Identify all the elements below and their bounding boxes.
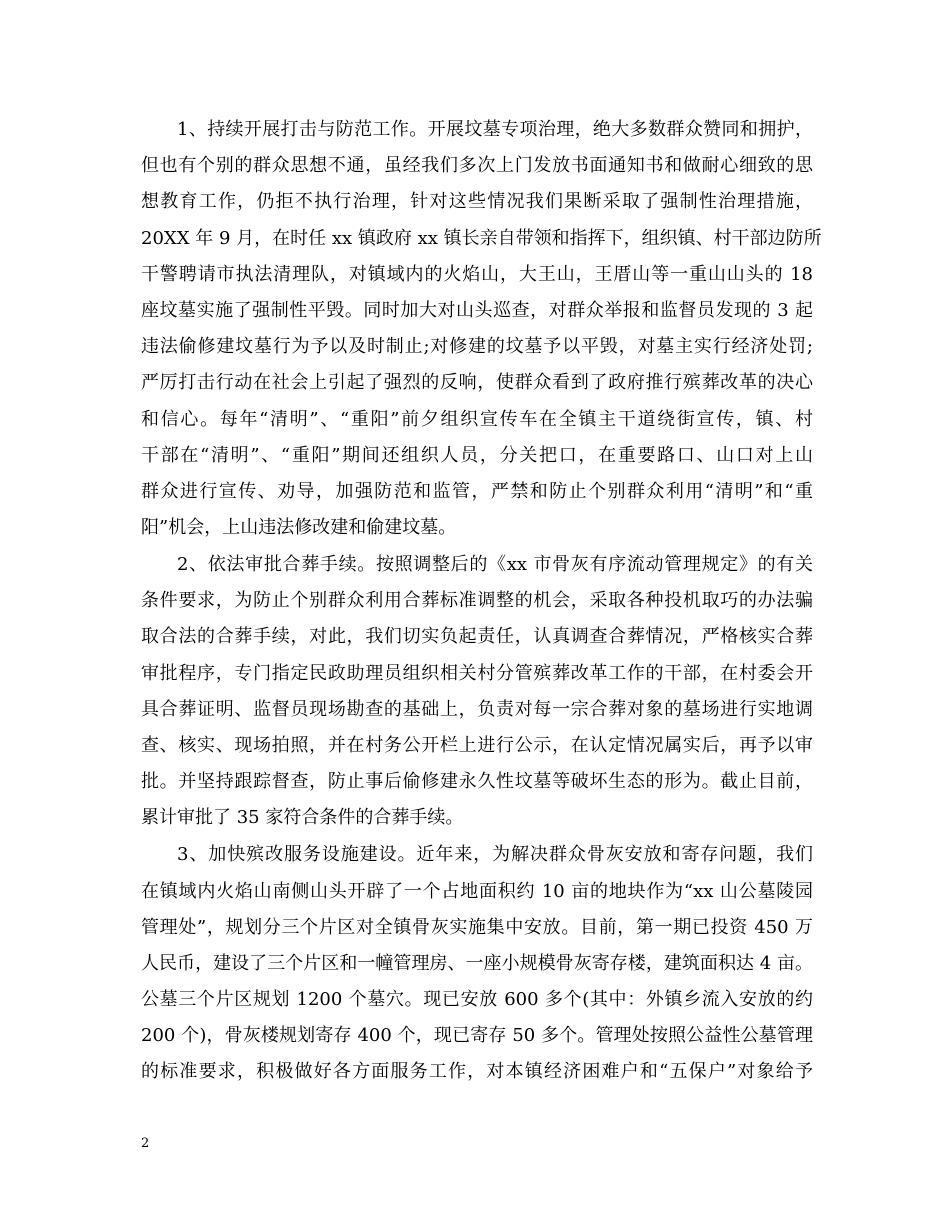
paragraph-3: [141, 837, 813, 1090]
text-line: 管理处”，规划分三个片区对全镇骨灰实施集中安放。目前，第一期已投资 450 万: [141, 916, 813, 938]
body-text: [141, 112, 822, 1091]
text-line: 具合葬证明、监督员现场勘查的基础上，负责对每一宗合葬对象的墓场进行实地调: [141, 698, 813, 720]
text-line: 想教育工作，仍拒不执行治理，针对这些情况我们果断采取了强制性治理措施，: [141, 191, 813, 213]
text-line: 座坟墓实施了强制性平毁。同时加大对山头巡查，对群众举报和监督员发现的 3 起: [141, 299, 813, 321]
paragraph-2: [141, 547, 813, 837]
paragraph-1: [141, 112, 822, 546]
text-line: 200 个)，骨灰楼规划寄存 400 个，现已寄存 50 多个。管理处按照公益性公墓管理: [141, 1025, 813, 1047]
text-line: 的标准要求，积极做好各方面服务工作，对本镇经济困难户和“五保户”对象给予: [141, 1061, 813, 1083]
text-line: 严厉打击行动在社会上引起了强烈的反响，使群众看到了政府推行殡葬改革的决心: [141, 372, 813, 394]
page-number: 2: [141, 1136, 150, 1151]
text-line: 取合法的合葬手续，对此，我们切实负起责任，认真调查合葬情况，严格核实合葬: [141, 626, 813, 648]
text-line: 和信心。每年“清明”、“重阳”前夕组织宣传车在全镇主干道绕街宣传，镇、村: [141, 408, 813, 430]
text-line: 阳”机会，上山违法修改建和偷建坟墓。: [141, 517, 457, 539]
text-line: 但也有个别的群众思想不通，虽经我们多次上门发放书面通知书和做耐心细致的思: [141, 155, 813, 177]
text-line: 公墓三个片区规划 1200 个墓穴。现已安放 600 多个(其中：外镇乡流入安放的约: [141, 989, 813, 1011]
text-line: 2、依法审批合葬手续。按照调整后的《xx 市骨灰有序流动管理规定》的有关: [177, 554, 813, 576]
text-line: 20XX 年 9 月，在时任 xx 镇政府 xx 镇长亲自带领和指挥下，组织镇、村干部边防所: [141, 227, 822, 249]
text-line: 审批程序，专门指定民政助理员组织相关村分管殡葬改革工作的干部，在村委会开: [141, 662, 813, 684]
text-line: 群众进行宣传、劝导，加强防范和监管，严禁和防止个别群众利用“清明”和“重: [141, 480, 813, 502]
text-line: 条件要求，为防止个别群众利用合葬标准调整的机会，采取各种投机取巧的办法骗: [141, 590, 813, 612]
text-line: 干部在“清明”、“重阳”期间还组织人员，分关把口，在重要路口、山口对上山: [141, 444, 813, 466]
text-line: 违法偷修建坟墓行为予以及时制止;对修建的坟墓予以平毁，对墓主实行经济处罚;: [141, 336, 813, 358]
text-line: 累计审批了 35 家符合条件的合葬手续。: [141, 807, 464, 829]
text-line: 查、核实、现场拍照，并在村务公开栏上进行公示，在认定情况属实后，再予以审: [141, 734, 813, 756]
text-line: 在镇域内火焰山南侧山头开辟了一个占地面积约 10 亩的地块作为“xx 山公墓陵园: [141, 880, 813, 902]
text-line: 人民币，建设了三个片区和一幢管理房、一座小规模骨灰寄存楼，建筑面积达 4 亩。: [141, 952, 813, 974]
text-line: 干警聘请市执法清理队，对镇域内的火焰山，大王山，王厝山等一重山山头的 18: [141, 263, 813, 285]
text-line: 批。并坚持跟踪督查，防止事后偷修建永久性坟墓等破坏生态的形为。截止目前，: [141, 771, 813, 793]
text-line: 3、加快殡改服务设施建设。近年来，为解决群众骨灰安放和寄存问题，我们: [177, 844, 813, 866]
text-line: 1、持续开展打击与防范工作。开展坟墓专项治理，绝大多数群众赞同和拥护，: [177, 119, 813, 140]
